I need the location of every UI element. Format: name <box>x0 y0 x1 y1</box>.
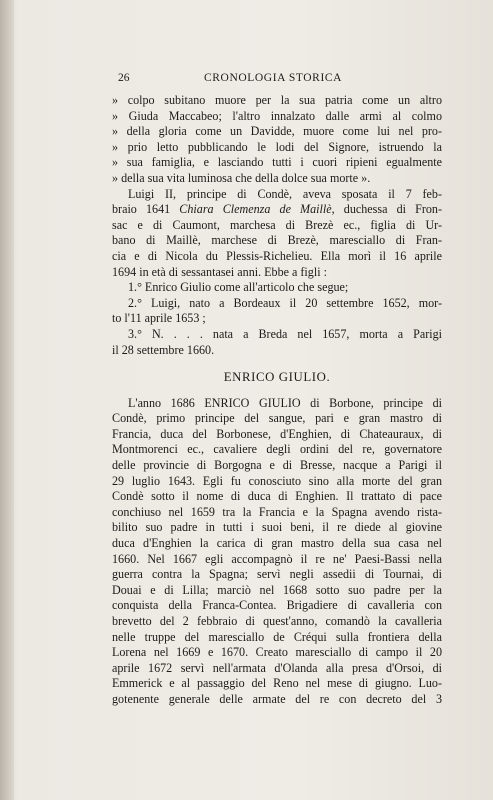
paragraph-line: Emmerick e al passaggio del Reno nel mese di giugno. Luo- <box>112 676 442 691</box>
running-title: CRONOLOGIA STORICA <box>204 72 343 84</box>
child-entry: 3.° N. . . . nata a Breda nel 1657, morta a Parigi <box>128 326 442 341</box>
paragraph-line: sac e di Caumont, marchesa di Brezè ec., figlia di Ur- <box>112 217 442 232</box>
paragraph-line: duca d'Enghien la carica di gran mastro della sua casa nel <box>112 536 442 551</box>
section-title: ENRICO GIULIO. <box>223 370 331 385</box>
paragraph-line: guerra contra la Spagna; servì negli assedii di Tournai, di <box>112 567 442 582</box>
paragraph-line: L'anno 1686 ENRICO GIULIO di Borbone, principe di <box>128 395 442 410</box>
paragraph-line: Condè sotto il nome di duca di Enghien. Il trattato di pace <box>112 489 442 504</box>
paragraph-line: brevetto del 2 febbraio di quest'anno, comandò la cavalleria <box>112 614 442 628</box>
quote-line: » della gloria come un Davidde, muore come lui nel pro- <box>112 124 442 139</box>
paragraph-line: Luigi II, principe di Condè, aveva sposata il 7 feb- <box>128 186 442 201</box>
paragraph-line: Condè, primo principe del sangue, pari e gran mastro di <box>112 411 442 426</box>
paragraph-line: aprile 1672 servì nell'armata d'Olanda alla presa d'Orsoi, di <box>112 660 442 675</box>
quote-line: » della sua vita luminosa che della dolce sua morte ». <box>112 170 371 185</box>
paragraph-line: nelle truppe del maresciallo de Créqui sulla frontiera della <box>112 629 442 644</box>
paragraph-line: Douai e di Lilla; marciò nel 1668 sotto suo padre per la <box>112 582 442 597</box>
paragraph-line: Montmorenci ec., cavaliere degli ordini del re, governatore <box>112 442 442 457</box>
quote-line: » Giuda Maccabeo; l'altro innalzato dalle armi al colmo <box>112 108 442 123</box>
paragraph-line: Lorena nel 1669 e 1670. Creato maresciallo di campo il 20 <box>112 645 442 660</box>
quote-line: » colpo subitano muore per la sua patria come un altro <box>112 93 442 107</box>
quote-line: » prio letto pubblicando le lodi del Signore, istruendo la <box>112 139 442 154</box>
quote-line: » sua famiglia, e lasciando tutti i cuori ripieni egualmente <box>112 155 442 170</box>
paragraph-line: gotenente generale delle armate del re con decreto del 3 <box>112 691 442 706</box>
page-number: 26 <box>118 72 130 84</box>
paragraph-line: conchiuso nel 1659 tra la Francia e la Spagna avendo rista- <box>112 504 442 519</box>
person-name: Chiara Clemenza de Maillè <box>179 202 332 217</box>
paragraph-line: 29 luglio 1643. Egli fu conosciuto sino alla morte del gran <box>112 473 442 488</box>
child-entry: 2.° Luigi, nato a Bordeaux il 20 settembre 1652, mor- <box>128 295 442 310</box>
text-run: , duchessa di Fron- <box>331 202 442 217</box>
paragraph-line: bilito suo padre in tutti i suoi beni, il re diede al giovine <box>112 520 442 535</box>
paragraph-line: Francia, duca del Borbonese, d'Enghien, di Chateauraux, di <box>112 426 442 441</box>
child-entry: 1.° Enrico Giulio come all'articolo che segue; <box>128 280 349 295</box>
child-entry: to l'11 aprile 1653 ; <box>112 311 206 326</box>
paragraph-line: cia e di Nicola du Plessis-Richelieu. Ella morì il 16 aprile <box>112 248 442 263</box>
running-head <box>112 72 442 88</box>
paragraph-line: conquista della Franca-Contea. Brigadiere di cavalleria con <box>112 598 442 613</box>
page-body <box>112 93 442 708</box>
paragraph-line: 1694 in età di sessantasei anni. Ebbe a figli : <box>112 264 327 279</box>
page-binding-shadow <box>0 0 14 800</box>
paragraph-line: delle provincie di Borgogna e di Bresse, nacque a Parigi il <box>112 458 442 473</box>
paragraph-line: 1660. Nel 1667 egli accompagnò il re ne' Paesi-Bassi nella <box>112 551 442 566</box>
paragraph-line <box>112 202 442 218</box>
text-run: braio 1641 <box>112 202 180 217</box>
paragraph-line: bano di Maillè, marchese di Brezè, maresciallo di Fran- <box>112 233 442 248</box>
child-entry: il 28 settembre 1660. <box>112 342 215 357</box>
